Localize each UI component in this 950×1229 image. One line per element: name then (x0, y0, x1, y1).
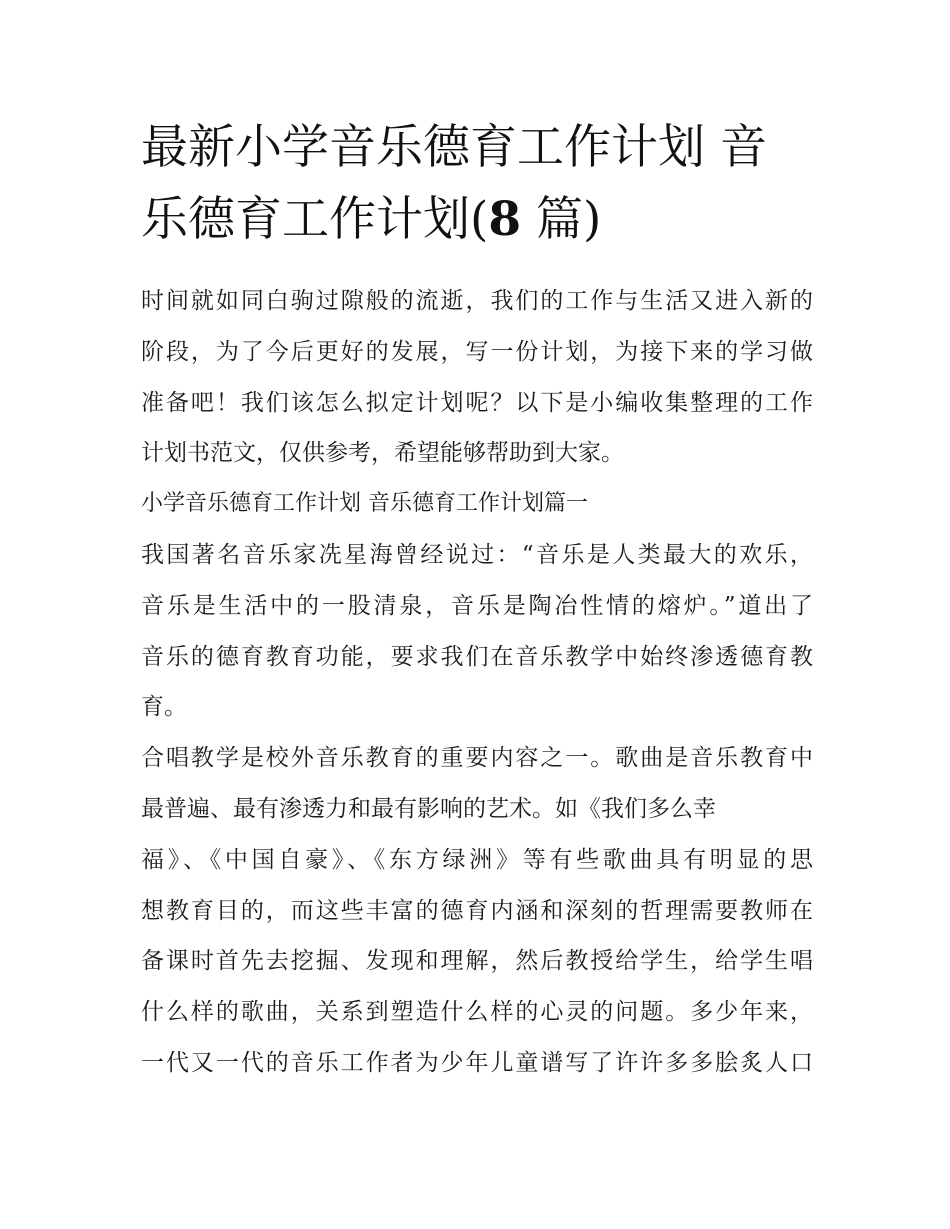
paragraph-line: 我国著名音乐家冼星海曾经说过：“音乐是人类最大的欢乐， (141, 541, 813, 568)
title-line-2-prefix: 乐德育工作计划( (141, 192, 489, 247)
paragraph-line: 合唱教学是校外音乐教育的重要内容之一。歌曲是音乐教育中 (141, 745, 813, 772)
paragraph-line: 音乐是生活中的一股清泉，音乐是陶冶性情的熔炉。”道出了 (141, 592, 813, 619)
paragraph-1 (141, 530, 813, 733)
paragraph-line: 什么样的歌曲，关系到塑造什么样的心灵的问题。多少年来， (141, 999, 813, 1026)
intro-line: 准备吧！我们该怎么拟定计划呢？以下是小编收集整理的工作 (141, 389, 813, 416)
paragraph-line: 育。 (141, 694, 187, 721)
paragraph-2 (141, 733, 813, 1089)
paragraph-line: 最普遍、最有渗透力和最有影响的艺术。如《我们多么幸 (141, 795, 716, 822)
paragraph-line: 音乐的德育教育功能，要求我们在音乐教学中始终渗透德育教 (141, 643, 813, 670)
paragraph-line: 福》、《中国自豪》、《东方绿洲》等有些歌曲具有明显的思 (141, 846, 813, 873)
section-heading: 小学音乐德育工作计划 音乐德育工作计划篇一 (141, 491, 588, 517)
paragraph-line: 一代又一代的音乐工作者为少年儿童谱写了许许多多脍炙人口 (141, 1049, 813, 1076)
intro-paragraph (141, 276, 813, 479)
document-body (141, 276, 813, 1089)
title-line-1: 最新小学音乐德育工作计划 音 (141, 120, 767, 175)
document-title (141, 112, 821, 256)
intro-line: 阶段，为了今后更好的发展，写一份计划，为接下来的学习做 (141, 338, 813, 365)
intro-line: 计划书范文，仅供参考，希望能够帮助到大家。 (141, 440, 624, 467)
paragraph-line: 备课时首先去挖掘、发现和理解，然后教授给学生，给学生唱 (141, 948, 813, 975)
title-line-2-number: 8 (488, 192, 522, 247)
title-line-2-suffix: 篇) (521, 192, 602, 247)
paragraph-line: 想教育目的，而这些丰富的德育内涵和深刻的哲理需要教师在 (141, 897, 813, 924)
intro-line: 时间就如同白驹过隙般的流逝，我们的工作与生活又进入新的 (141, 288, 813, 314)
